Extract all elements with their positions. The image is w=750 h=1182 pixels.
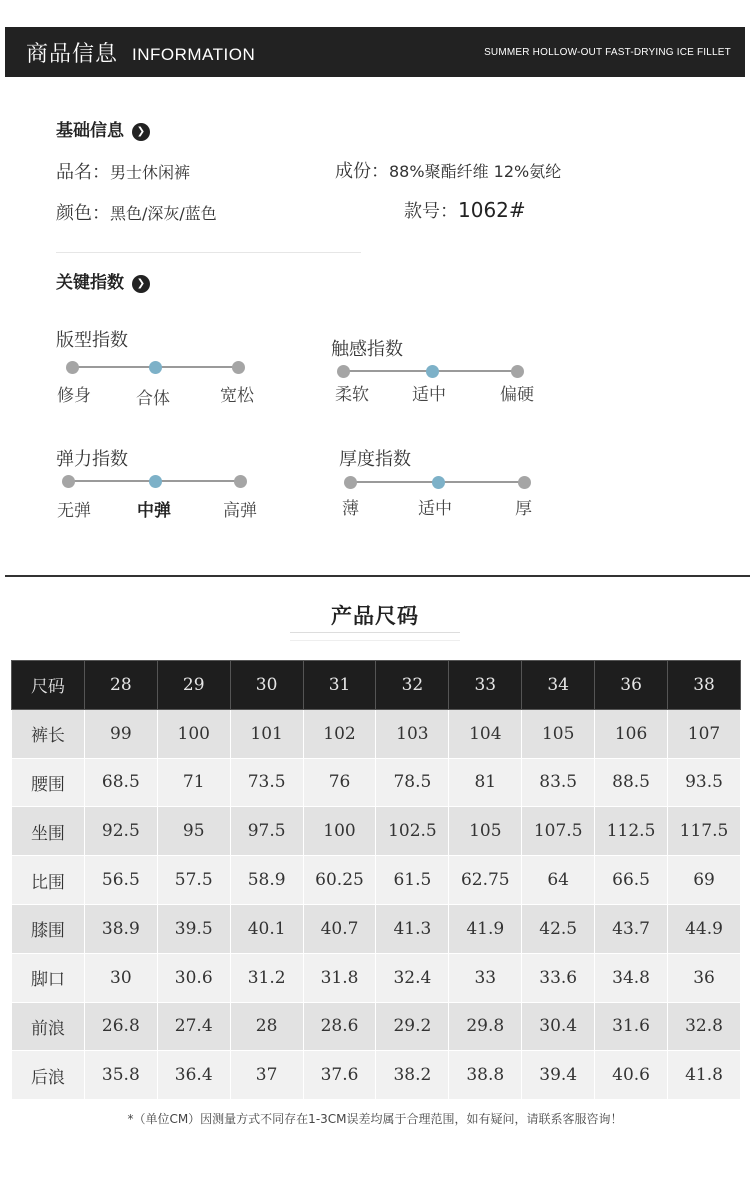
stretch-dot-2 bbox=[149, 475, 162, 488]
product-name-label: 品名： bbox=[56, 162, 110, 183]
color-value: 黑色/深灰/蓝色 bbox=[110, 204, 217, 223]
fit-option-1: 修身 bbox=[57, 386, 91, 406]
table-cell: 33 bbox=[449, 953, 522, 1002]
table-cell: 105 bbox=[522, 709, 595, 758]
table-cell: 34.8 bbox=[595, 953, 668, 1002]
table-row bbox=[12, 807, 741, 856]
touch-dot-3 bbox=[511, 365, 524, 378]
table-header-row bbox=[12, 661, 741, 710]
thickness-option-2: 适中 bbox=[418, 499, 452, 519]
table-row-label: 裤长 bbox=[12, 709, 85, 758]
fit-option-2: 合体 bbox=[136, 389, 170, 409]
size-footnote: *（单位CM）因测量方式不同存在1-3CM误差均属于合理范围，如有疑问，请联系客服咨询！ bbox=[127, 1112, 623, 1126]
thickness-dot-1 bbox=[344, 476, 357, 489]
table-cell: 92.5 bbox=[84, 807, 157, 856]
table-cell: 68.5 bbox=[84, 758, 157, 807]
table-cell: 27.4 bbox=[157, 1002, 230, 1051]
fit-dot-2 bbox=[149, 361, 162, 374]
table-cell: 97.5 bbox=[230, 807, 303, 856]
table-cell: 39.4 bbox=[522, 1051, 595, 1100]
fit-dot-1 bbox=[66, 361, 79, 374]
table-cell: 41.3 bbox=[376, 904, 449, 953]
table-cell: 112.5 bbox=[595, 807, 668, 856]
table-cell: 64 bbox=[522, 856, 595, 905]
table-header-size: 38 bbox=[668, 661, 741, 710]
decorative-line bbox=[290, 640, 460, 641]
basic-info-heading bbox=[56, 116, 150, 141]
table-cell: 30.4 bbox=[522, 1002, 595, 1051]
table-header-label: 尺码 bbox=[12, 661, 85, 710]
table-row bbox=[12, 1002, 741, 1051]
table-cell: 28 bbox=[230, 1002, 303, 1051]
table-header-size: 31 bbox=[303, 661, 376, 710]
table-row-label: 后浪 bbox=[12, 1051, 85, 1100]
table-header-size: 34 bbox=[522, 661, 595, 710]
stretch-option-1: 无弹 bbox=[57, 501, 91, 521]
stretch-dot-1 bbox=[62, 475, 75, 488]
table-cell: 29.2 bbox=[376, 1002, 449, 1051]
composition bbox=[335, 157, 561, 183]
style-number-label: 款号： bbox=[404, 201, 458, 222]
table-row bbox=[12, 758, 741, 807]
table-cell: 40.6 bbox=[595, 1051, 668, 1100]
table-cell: 58.9 bbox=[230, 856, 303, 905]
table-cell: 38.8 bbox=[449, 1051, 522, 1100]
table-cell: 73.5 bbox=[230, 758, 303, 807]
table-row bbox=[12, 1051, 741, 1100]
table-cell: 36.4 bbox=[157, 1051, 230, 1100]
table-row bbox=[12, 856, 741, 905]
table-cell: 41.8 bbox=[668, 1051, 741, 1100]
table-cell: 38.9 bbox=[84, 904, 157, 953]
touch-index-title: 触感指数 bbox=[331, 339, 403, 360]
stretch-dot-3 bbox=[234, 475, 247, 488]
table-cell: 40.7 bbox=[303, 904, 376, 953]
table-cell: 78.5 bbox=[376, 758, 449, 807]
table-cell: 42.5 bbox=[522, 904, 595, 953]
color-label: 颜色： bbox=[56, 203, 110, 224]
thickness-option-3: 厚 bbox=[515, 499, 532, 519]
table-header-size: 29 bbox=[157, 661, 230, 710]
table-cell: 38.2 bbox=[376, 1051, 449, 1100]
table-cell: 62.75 bbox=[449, 856, 522, 905]
fit-index-title: 版型指数 bbox=[56, 330, 128, 351]
stretch-option-2: 中弹 bbox=[137, 501, 171, 521]
table-cell: 30 bbox=[84, 953, 157, 1002]
thickness-index-title: 厚度指数 bbox=[339, 449, 411, 470]
style-number bbox=[404, 197, 526, 223]
table-cell: 29.8 bbox=[449, 1002, 522, 1051]
table-cell: 31.2 bbox=[230, 953, 303, 1002]
color bbox=[56, 199, 217, 225]
table-cell: 36 bbox=[668, 953, 741, 1002]
table-cell: 41.9 bbox=[449, 904, 522, 953]
table-cell: 44.9 bbox=[668, 904, 741, 953]
touch-option-1: 柔软 bbox=[335, 385, 369, 405]
table-cell: 35.8 bbox=[84, 1051, 157, 1100]
table-cell: 32.4 bbox=[376, 953, 449, 1002]
table-header-size: 32 bbox=[376, 661, 449, 710]
table-cell: 69 bbox=[668, 856, 741, 905]
section-divider bbox=[5, 575, 750, 577]
header-bar bbox=[5, 27, 745, 77]
table-cell: 107 bbox=[668, 709, 741, 758]
touch-dot-2 bbox=[426, 365, 439, 378]
thickness-option-1: 薄 bbox=[342, 499, 359, 519]
table-cell: 60.25 bbox=[303, 856, 376, 905]
table-row-label: 膝围 bbox=[12, 904, 85, 953]
table-cell: 117.5 bbox=[668, 807, 741, 856]
table-row bbox=[12, 904, 741, 953]
header-title-en: INFORMATION bbox=[132, 45, 256, 64]
size-chart-title: 产品尺码 bbox=[331, 604, 419, 628]
table-cell: 28.6 bbox=[303, 1002, 376, 1051]
table-cell: 107.5 bbox=[522, 807, 595, 856]
style-number-value: 1062# bbox=[458, 198, 526, 222]
table-cell: 105 bbox=[449, 807, 522, 856]
table-cell: 26.8 bbox=[84, 1002, 157, 1051]
table-cell: 37.6 bbox=[303, 1051, 376, 1100]
table-cell: 31.8 bbox=[303, 953, 376, 1002]
table-cell: 101 bbox=[230, 709, 303, 758]
table-header-size: 28 bbox=[84, 661, 157, 710]
table-row-label: 脚口 bbox=[12, 953, 85, 1002]
composition-label: 成份： bbox=[335, 161, 389, 182]
divider bbox=[56, 252, 361, 253]
arrow-right-icon: ❯ bbox=[132, 275, 150, 293]
table-row bbox=[12, 953, 741, 1002]
table-cell: 56.5 bbox=[84, 856, 157, 905]
basic-info-heading-text: 基础信息 bbox=[56, 121, 124, 141]
stretch-index-title: 弹力指数 bbox=[56, 449, 128, 470]
table-cell: 83.5 bbox=[522, 758, 595, 807]
table-cell: 81 bbox=[449, 758, 522, 807]
table-cell: 71 bbox=[157, 758, 230, 807]
table-cell: 40.1 bbox=[230, 904, 303, 953]
table-cell: 76 bbox=[303, 758, 376, 807]
touch-option-2: 适中 bbox=[412, 385, 446, 405]
table-cell: 31.6 bbox=[595, 1002, 668, 1051]
touch-dot-1 bbox=[337, 365, 350, 378]
table-row-label: 腰围 bbox=[12, 758, 85, 807]
table-cell: 88.5 bbox=[595, 758, 668, 807]
table-cell: 93.5 bbox=[668, 758, 741, 807]
table-cell: 99 bbox=[84, 709, 157, 758]
key-index-heading bbox=[56, 268, 150, 293]
table-cell: 30.6 bbox=[157, 953, 230, 1002]
table-cell: 103 bbox=[376, 709, 449, 758]
thickness-dot-2 bbox=[432, 476, 445, 489]
table-cell: 104 bbox=[449, 709, 522, 758]
header-title-cn: 商品信息 bbox=[26, 42, 119, 67]
table-cell: 32.8 bbox=[668, 1002, 741, 1051]
table-row bbox=[12, 709, 741, 758]
table-row-label: 比围 bbox=[12, 856, 85, 905]
table-header-size: 36 bbox=[595, 661, 668, 710]
table-row-label: 前浪 bbox=[12, 1002, 85, 1051]
decorative-line bbox=[290, 632, 460, 633]
product-name bbox=[56, 158, 190, 184]
table-header-size: 30 bbox=[230, 661, 303, 710]
thickness-dot-3 bbox=[518, 476, 531, 489]
table-cell: 61.5 bbox=[376, 856, 449, 905]
table-cell: 102 bbox=[303, 709, 376, 758]
composition-value: 88%聚酯纤维 12%氨纶 bbox=[389, 162, 562, 181]
arrow-right-icon: ❯ bbox=[132, 123, 150, 141]
product-name-value: 男士休闲裤 bbox=[110, 163, 191, 182]
table-cell: 102.5 bbox=[376, 807, 449, 856]
fit-option-3: 宽松 bbox=[220, 386, 254, 406]
table-cell: 95 bbox=[157, 807, 230, 856]
fit-dot-3 bbox=[232, 361, 245, 374]
stretch-option-3: 高弹 bbox=[223, 501, 257, 521]
table-cell: 57.5 bbox=[157, 856, 230, 905]
table-cell: 66.5 bbox=[595, 856, 668, 905]
table-cell: 39.5 bbox=[157, 904, 230, 953]
table-header-size: 33 bbox=[449, 661, 522, 710]
table-cell: 43.7 bbox=[595, 904, 668, 953]
table-cell: 33.6 bbox=[522, 953, 595, 1002]
table-cell: 106 bbox=[595, 709, 668, 758]
table-cell: 100 bbox=[303, 807, 376, 856]
size-table bbox=[11, 660, 741, 1100]
table-cell: 37 bbox=[230, 1051, 303, 1100]
table-row-label: 坐围 bbox=[12, 807, 85, 856]
header-tagline: SUMMER HOLLOW-OUT FAST-DRYING ICE FILLET bbox=[484, 47, 731, 58]
touch-option-3: 偏硬 bbox=[500, 385, 534, 405]
key-index-heading-text: 关键指数 bbox=[56, 273, 124, 293]
table-cell: 100 bbox=[157, 709, 230, 758]
